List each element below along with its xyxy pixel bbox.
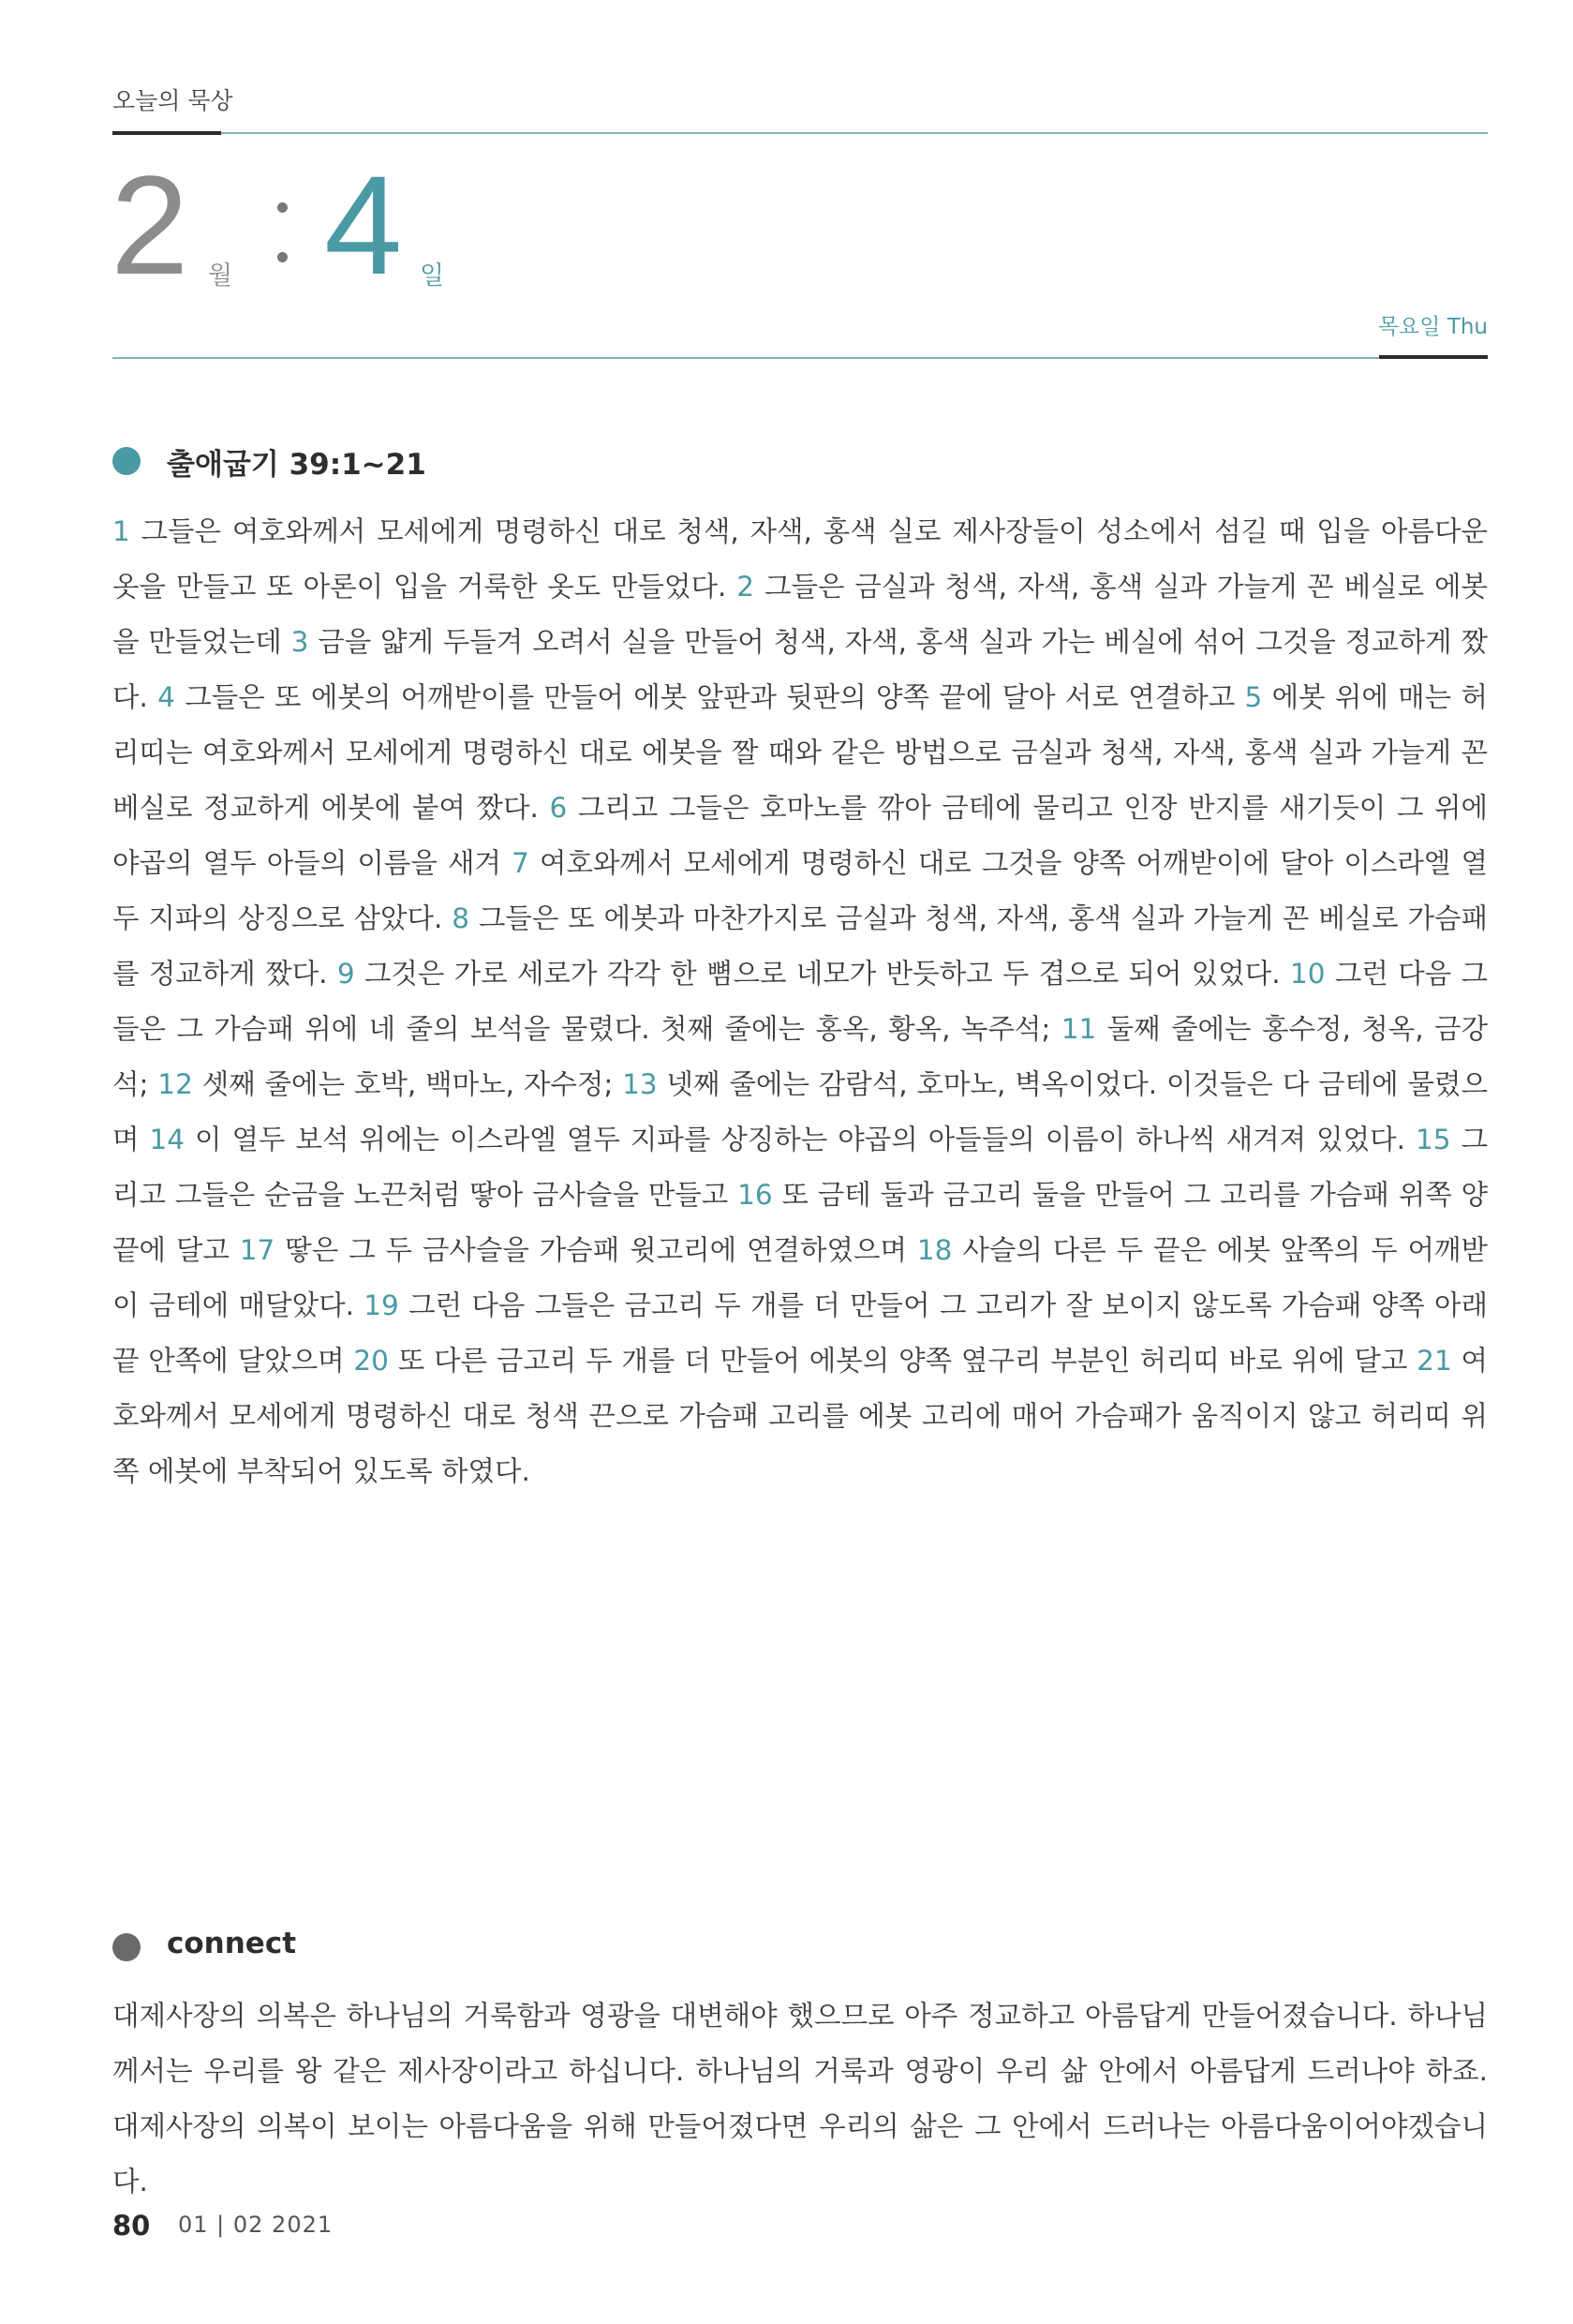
date-colon-icon [277,202,289,262]
verse-text: 넷째 줄에는 감람석, 호마노, 벽옥이었다. 이것들은 다 금테에 물렸으며 [112,1068,1488,1155]
issue-label: 01 | 02 2021 [178,2212,334,2238]
verse-text: 그들은 또 에봇과 마찬가지로 금실과 청색, 자색, 홍색 실과 가늘게 꼰 베실로 가슴패를 정교하게 짰다. [112,902,1489,990]
section-label-underline [112,131,221,135]
date-month: 2 [111,146,189,304]
verse-number: 12 [157,1068,193,1100]
verse-number: 5 [1244,681,1263,713]
scripture-body [112,504,1488,1499]
verse-text: 금을 얇게 두들겨 오려서 실을 만들어 청색, 자색, 홍색 실과 가는 베실에 섞어 그것을 정교하게 짰다. [112,626,1488,713]
verse-number: 10 [1290,958,1326,990]
verse-number: 16 [737,1179,773,1211]
verse-text: 사슬의 다른 두 끝은 에봇 앞쪽의 두 어깨받이 금테에 매달았다. [112,1234,1489,1321]
verse-number: 13 [622,1068,658,1100]
page-number: 80 [112,2210,151,2242]
verse-text: 그리고 그들은 순금을 노끈처럼 땋아 금사슬을 만들고 [112,1124,1489,1211]
verse-text: 에봇 위에 매는 허리띠는 여호와께서 모세에게 명령하신 대로 에봇을 짤 때와 같은 방법으로 금실과 청색, 자색, 홍색 실과 가늘게 꼰 베실로 정교하게 에봇에 붙여 짰다. [112,681,1488,824]
month-unit: 월 [208,261,233,290]
weekday-underline [1379,355,1488,359]
verse-text: 그런 다음 그들은 그 가슴패 위에 네 줄의 보석을 물렸다. 첫째 줄에는 홍옥, 황옥, 녹주석; [112,958,1488,1045]
verse-text: 여호와께서 모세에게 명령하신 대로 청색 끈으로 가슴패 고리를 에봇 고리에 매어 가슴패가 움직이지 않고 허리띠 위쪽 에봇에 부착되어 있도록 하였다. [112,1345,1489,1487]
verse-number: 11 [1061,1013,1097,1045]
verse-number: 19 [364,1289,399,1321]
date-day: 4 [324,146,403,304]
verse-text: 또 금테 둘과 금고리 둘을 만들어 그 고리를 가슴패 위쪽 양끝에 달고 [112,1179,1488,1266]
verse-number: 4 [157,681,175,713]
verse-text: 또 다른 금고리 두 개를 더 만들어 에봇의 양쪽 옆구리 부분인 허리띠 바로 위에 달고 [388,1345,1417,1377]
verse-text: 그들은 또 에봇의 어깨받이를 만들어 에봇 앞판과 뒷판의 양쪽 끝에 달아 서로 연결하고 [174,681,1245,713]
verse-number: 18 [916,1234,953,1266]
verse-text: 셋째 줄에는 호박, 백마노, 자수정; [192,1068,623,1100]
connect-title: connect [167,1927,297,1960]
verse-number: 6 [549,792,568,824]
verse-text: 둘째 줄에는 홍수정, 청옥, 금강석; [112,1013,1488,1100]
verse-text: 그런 다음 그들은 금고리 두 개를 더 만들어 그 고리가 잘 보이지 않도록 가슴패 양쪽 아래 끝 안쪽에 달았으며 [112,1289,1488,1377]
top-divider [221,132,1488,134]
connect-bullet-icon [112,1933,141,1961]
verse-text: 이 열두 보석 위에는 이스라엘 열두 지파를 상징하는 야곱의 아들들의 이름이 하나씩 새겨져 있었다. [185,1124,1416,1155]
verse-number: 21 [1417,1345,1452,1377]
scripture-bullet-icon [112,447,141,475]
header-divider [112,357,1379,359]
scripture-title: 출애굽기 39:1~21 [167,448,426,482]
verse-number: 15 [1415,1124,1451,1155]
verse-number: 1 [112,515,130,547]
verse-text: 그들은 여호와께서 모세에게 명령하신 대로 청색, 자색, 홍색 실로 제사장들이 성소에서 섬길 때 입을 아름다운 옷을 만들고 또 아론이 입을 거룩한 옷도 만들었다. [112,515,1488,603]
connect-body: 대제사장의 의복은 하나님의 거룩함과 영광을 대변해야 했으므로 아주 정교하고 아름답게 만들어졌습니다. 하나님께서는 우리를 왕 같은 제사장이라고 하십니다. 하나님의 거룩과 영광이 우리 삶 안에서 아름답게 드러나야 하죠. 대제사장의 의복이 보이는 아름다움을 위해 만들어졌다면 우리의 삶은 그 안에서 드러나는 아름다움이어야겠습니다. [112,2000,1488,2197]
verse-number: 7 [512,847,529,879]
verse-text: 그리고 그들은 호마노를 깎아 금테에 물리고 인장 반지를 새기듯이 그 위에 야곱의 열두 아들의 이름을 새겨 [112,792,1488,879]
verse-number: 17 [239,1234,275,1266]
verse-number: 2 [736,571,755,603]
verse-text: 땋은 그 두 금사슬을 가슴패 윗고리에 연결하였으며 [275,1234,917,1266]
day-unit: 일 [420,261,445,290]
weekday-label: 목요일 Thu [1377,315,1488,339]
verse-number: 9 [336,958,355,990]
verse-number: 14 [149,1124,185,1155]
verse-number: 20 [353,1345,389,1377]
verse-text: 여호와께서 모세에게 명령하신 대로 그것을 양쪽 어깨받이에 달아 이스라엘 열두 지파의 상징으로 삼았다. [112,847,1488,934]
verse-text: 그것은 가로 세로가 각각 한 뼘으로 네모가 반듯하고 두 겹으로 되어 있었다. [354,958,1290,990]
verse-number: 3 [290,626,309,658]
section-label: 오늘의 묵상 [112,87,233,114]
verse-text: 그들은 금실과 청색, 자색, 홍색 실과 가늘게 꼰 베실로 에봇을 만들었는데 [112,571,1488,658]
verse-number: 8 [452,902,469,934]
